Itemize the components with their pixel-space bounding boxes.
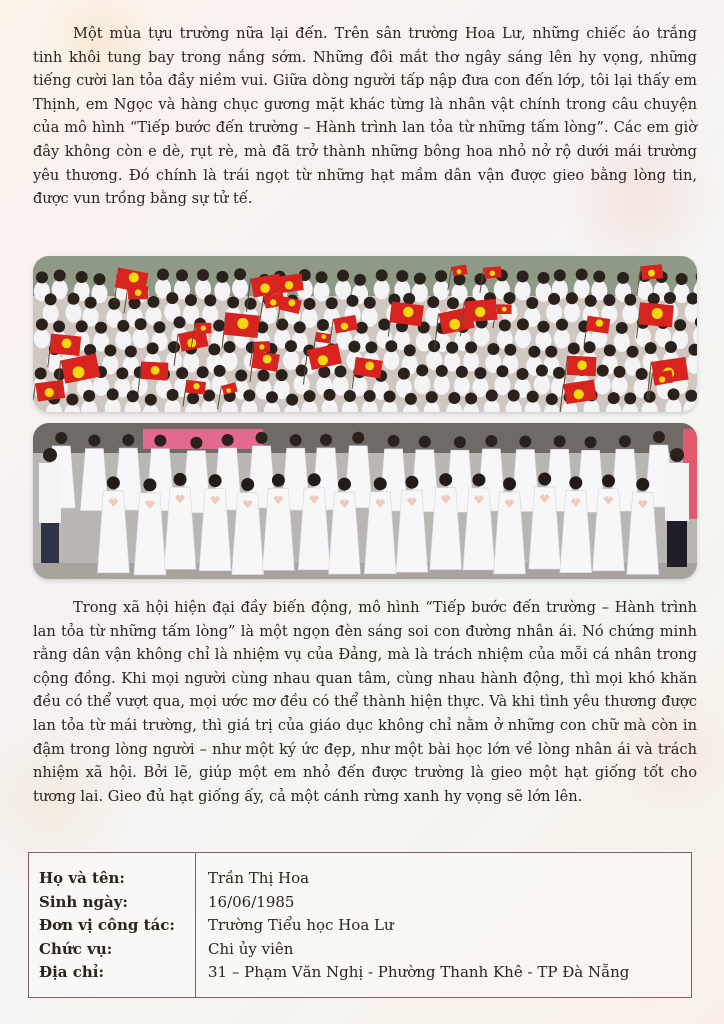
label-address: Địa chỉ: bbox=[39, 963, 105, 981]
author-info-table bbox=[28, 852, 692, 998]
label-workplace: Đơn vị công tác: bbox=[39, 916, 175, 934]
author-info-labels bbox=[29, 853, 196, 997]
value-address: 31 – Phạm Văn Nghị - Phường Thanh Khê - TP Đà Nẵng bbox=[208, 963, 630, 981]
value-workplace: Trường Tiểu học Hoa Lư bbox=[208, 916, 394, 934]
value-birth-date: 16/06/1985 bbox=[208, 892, 295, 911]
teachers-ao-dai-image bbox=[33, 423, 697, 579]
closing-paragraph: Trong xã hội hiện đại đầy biến động, mô hình “Tiếp bước đến trường – Hành trình lan tỏa từ những tấm lòng” là một ngọn đèn sáng soi con đường nhân ái. Nó chứng minh rằng dân vận không chỉ là nhiệm vụ của Đảng, mà là trách nhiệm của mỗi cá nhân trong cộng đồng. Khi mọi người cùng nhau quan tâm, cùng nhau hành động, thì mọi khó khăn đều có thể vượt qua, mọi ước mơ đều có thể thành hiện thực. Và khi tình yêu thương được lan tỏa từ mái trường, thì giá trị của giáo dục không chỉ nằm ở những con chữ mà còn in đậm trong lòng người – như một ký ức đẹp, như một bài học lớn về lòng nhân ái và trách nhiệm xã hội. Bởi lẽ, giúp một em nhỏ đến được trường là gieo một hạt giống tốt cho tương lai. Gieo đủ hạt giống ấy, cả một cánh rừng xanh hy vọng sẽ lớn lên. bbox=[33, 599, 697, 805]
photo-teachers-group bbox=[33, 423, 697, 579]
intro-paragraph: Một mùa tựu trường nữa lại đến. Trên sân trường Hoa Lư, những chiếc áo trắng tinh khôi tung bay trong nắng sớm. Những đôi mắt thơ ngây sáng lên hy vọng, những tiếng cười lan tỏa đầy niềm vui. Giữa dòng người tấp nập đưa con đến lớp, tôi lại thấy em Thịnh, em Ngọc và hàng chục gương mặt khác từng là nhân vật chính trong câu chuyện của mô hình “Tiếp bước đến trường – Hành trình lan tỏa từ những tấm lòng”. Các em giờ đây không còn e dè, rụt rè, mà đã trở thành những bông hoa nhỏ nở rộ dưới mái trường yêu thương. Đó chính là trái ngọt từ những hạt mầm dân vận được gieo bằng lòng tin, được vun trồng bằng sự tử tế. bbox=[33, 25, 697, 208]
students-waving-flags-image bbox=[33, 256, 697, 412]
author-info-values bbox=[196, 853, 691, 997]
label-birth-date: Sinh ngày: bbox=[39, 892, 128, 911]
photo-students-flags bbox=[33, 256, 697, 412]
label-full-name: Họ và tên: bbox=[39, 869, 125, 887]
label-position: Chức vụ: bbox=[39, 939, 113, 958]
value-position: Chi ủy viên bbox=[208, 939, 294, 958]
value-full-name: Trần Thị Hoa bbox=[208, 869, 310, 887]
